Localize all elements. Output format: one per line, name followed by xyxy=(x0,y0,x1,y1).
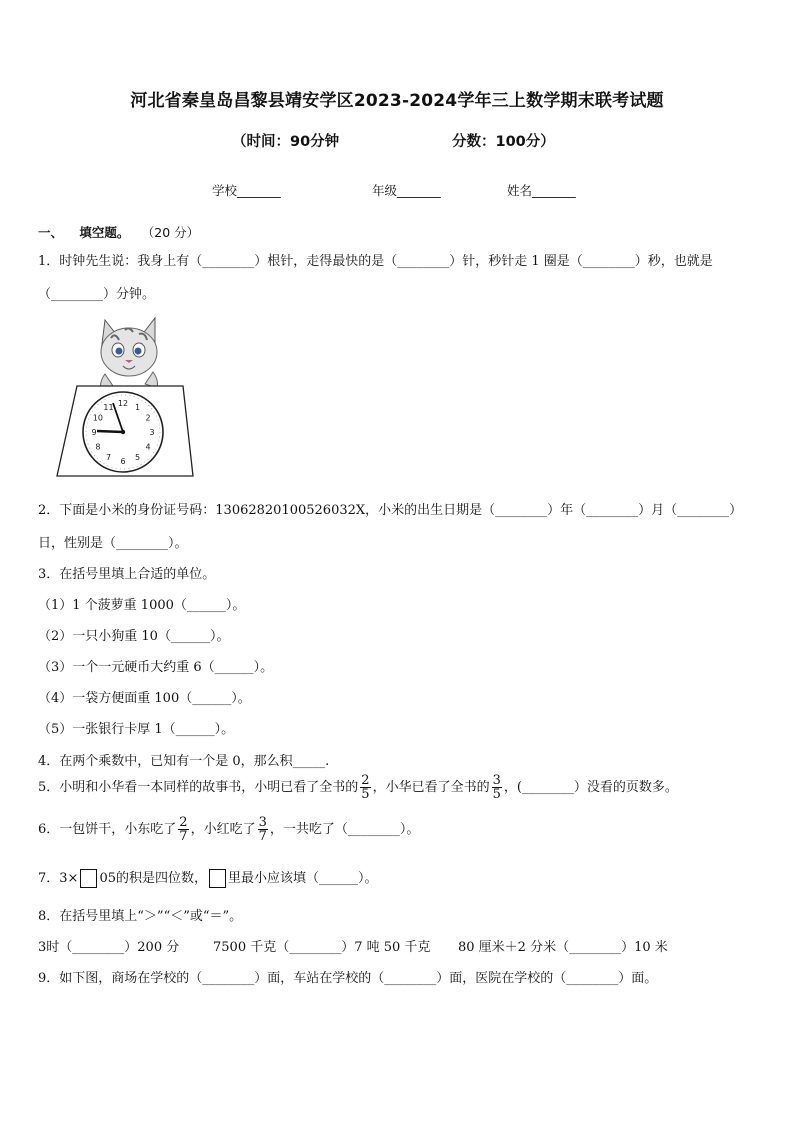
blank-box xyxy=(80,869,97,888)
fraction-numerator: 3 xyxy=(258,815,267,830)
clock-numeral: 7 xyxy=(105,453,112,463)
question-3-item: （3）一个一元硬币大约重 6（______）。 xyxy=(38,660,274,675)
cat-icon xyxy=(101,318,158,390)
question-3-item: （5）一张银行卡厚 1（______）。 xyxy=(38,722,235,737)
fraction-denominator: 7 xyxy=(179,829,188,844)
clock-numeral: 12 xyxy=(117,399,129,408)
question-5-text-a: 5．小明和小华看一本同样的故事书，小明已看了全书的 xyxy=(38,780,359,795)
fraction-numerator: 2 xyxy=(179,815,188,830)
question-5 xyxy=(38,774,678,801)
question-9: 9．如下图，商场在学校的（________）面，车站在学校的（________）面，医院在学校的（________）面。 xyxy=(38,971,658,986)
clock-numeral: 3 xyxy=(149,428,155,437)
clock-icon xyxy=(57,386,193,476)
fraction-denominator: 5 xyxy=(492,787,501,802)
clock-numeral: 8 xyxy=(95,442,101,452)
section-number: 一、 xyxy=(38,225,64,240)
clock-numeral: 9 xyxy=(91,428,97,437)
fraction xyxy=(360,774,370,801)
exam-score: 分数：100分） xyxy=(452,134,555,150)
name-field: 姓名_______ xyxy=(507,183,576,198)
section-label: 填空题。 xyxy=(79,225,130,240)
question-8-item: 80 厘米＋2 分米（________）10 米 xyxy=(458,940,668,955)
cat-clock-illustration xyxy=(55,312,200,482)
question-3-item: （1）1 个菠萝重 1000（______）。 xyxy=(38,598,246,613)
clock-numeral: 1 xyxy=(134,402,141,412)
clock-numeral: 11 xyxy=(103,402,114,412)
question-6-text-b: ，小红吃了 xyxy=(190,822,256,837)
question-3-item: （4）一袋方便面重 100（______）。 xyxy=(38,691,251,706)
question-5-text-c: ，(________）没看的页数多。 xyxy=(503,780,678,795)
question-8-item: 3时（________）200 分 xyxy=(38,940,180,955)
question-3-item: （2）一只小狗重 10（______）。 xyxy=(38,629,230,644)
section-points: （20 分） xyxy=(141,225,200,240)
question-7-text-b: 05的积是四位数， xyxy=(99,871,207,886)
question-7-text-a: 7．3× xyxy=(38,871,79,886)
question-4: 4．在两个乘数中，已知有一个是 0，那么积_____. xyxy=(38,754,330,769)
question-7-text-c: 里最小应该填（______）。 xyxy=(227,871,378,886)
clock-numeral: 4 xyxy=(145,442,151,452)
fraction-numerator: 3 xyxy=(492,773,501,788)
fraction xyxy=(258,816,268,843)
question-6-text-c: ，一共吃了（________）。 xyxy=(269,822,420,837)
section-heading xyxy=(38,223,199,241)
school-field: 学校_______ xyxy=(212,183,281,198)
question-2-line-2: 日，性别是（________）。 xyxy=(38,536,188,551)
clock-numeral: 10 xyxy=(92,413,103,423)
clock-numeral: 6 xyxy=(120,457,126,466)
question-8-item: 7500 千克（________）7 吨 50 千克 xyxy=(213,940,431,955)
exam-time: （时间：90分钟 xyxy=(232,134,340,150)
page-title: 河北省秦皇岛昌黎县靖安学区2023-2024学年三上数学期末联考试题 xyxy=(130,91,664,111)
fraction-denominator: 5 xyxy=(361,787,370,802)
fraction-numerator: 2 xyxy=(361,773,370,788)
fraction xyxy=(178,816,188,843)
question-2-line-1: 2．下面是小米的身份证号码：13062820100526032X，小米的出生日期是（________）年（________）月（________） xyxy=(38,503,743,518)
question-1-line-1: 1．时钟先生说：我身上有（________）根针，走得最快的是（________）针，秒针走 1 圈是（________）秒，也就是 xyxy=(38,254,713,269)
fraction xyxy=(492,774,502,801)
question-6 xyxy=(38,816,419,843)
clock-numeral: 5 xyxy=(134,453,141,463)
question-8-stem: 8．在括号里填上“＞”“＜”或“＝”。 xyxy=(38,909,243,924)
question-7 xyxy=(38,867,378,888)
clock-numeral: 2 xyxy=(145,413,151,423)
fraction-denominator: 7 xyxy=(258,829,267,844)
blank-box xyxy=(209,869,226,888)
question-5-text-b: ，小华已看了全书的 xyxy=(372,780,490,795)
question-6-text-a: 6．一包饼干，小东吃了 xyxy=(38,822,177,837)
grade-field: 年级_______ xyxy=(372,183,441,198)
question-1-line-2: （________）分钟。 xyxy=(38,287,156,302)
question-3-stem: 3．在括号里填上合适的单位。 xyxy=(38,567,216,582)
